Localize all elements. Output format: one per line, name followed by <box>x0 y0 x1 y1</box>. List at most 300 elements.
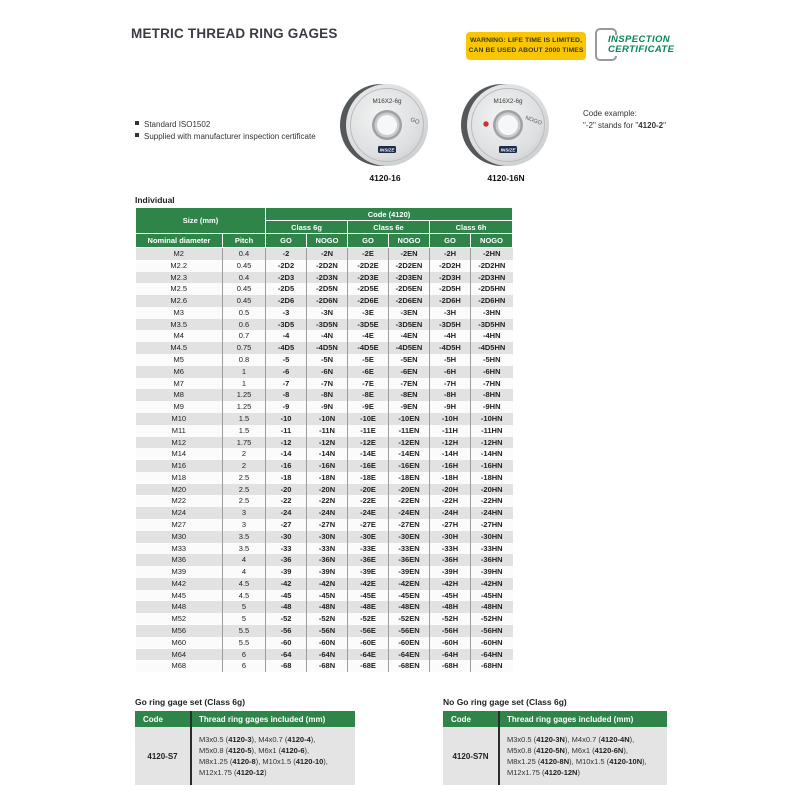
cell-nominal-diameter: M20 <box>171 484 187 494</box>
cell-code: -5E <box>348 354 389 366</box>
cell-code: -22EN <box>389 495 430 507</box>
header-class-6e: Class 6e <box>348 221 430 234</box>
cell-code: -60E <box>348 637 389 649</box>
cell-code: -7 <box>266 378 307 390</box>
cell-code: -16 <box>266 460 307 472</box>
header-nogo-6e: NOGO <box>389 234 430 248</box>
main-table-body <box>136 248 513 673</box>
table-row <box>136 507 513 519</box>
cell-nominal-diameter: M36 <box>171 555 187 565</box>
cell-code: -33EN <box>389 543 430 555</box>
cell-code: -20HN <box>471 484 513 496</box>
cell-code: -27EN <box>389 519 430 531</box>
table-row <box>136 601 513 613</box>
table-row <box>136 378 513 390</box>
cell-code: -60N <box>307 637 348 649</box>
cell-code: -5EN <box>389 354 430 366</box>
cell-code: -42EN <box>389 578 430 590</box>
certificate-line-1: INSPECTION <box>608 34 671 45</box>
cell-code: -8H <box>430 389 471 401</box>
cell-code: -45H <box>430 590 471 602</box>
cell-nominal-diameter: M7 <box>173 378 184 388</box>
cell-code: -16H <box>430 460 471 472</box>
cell-nominal-diameter: M30 <box>171 531 187 541</box>
cell-pitch: 2 <box>223 448 266 460</box>
cell-code: -33E <box>348 543 389 555</box>
cell-pitch: 4 <box>223 566 266 578</box>
cell-code: -24E <box>348 507 389 519</box>
feature-bullets <box>135 119 316 142</box>
cell-code: -2D5 <box>266 283 307 295</box>
cell-code: -3EN <box>389 307 430 319</box>
cell-code: -5H <box>430 354 471 366</box>
cell-code: -68EN <box>389 660 430 672</box>
cell-pitch: 3.5 <box>223 543 266 555</box>
cell-pitch: 2.5 <box>223 484 266 496</box>
table-row <box>136 401 513 413</box>
cell-code: -2D6 <box>266 295 307 307</box>
cell-nominal-diameter: M4 <box>173 331 184 341</box>
cell-code: -8N <box>307 389 348 401</box>
cell-code: -6N <box>307 366 348 378</box>
header-nominal-diameter: Nominal diameter <box>136 234 223 248</box>
table-row <box>136 613 513 625</box>
cell-code: -60H <box>430 637 471 649</box>
cell-pitch: 5 <box>223 601 266 613</box>
cell-code: -5N <box>307 354 348 366</box>
table-row <box>136 472 513 484</box>
cell-pitch: 0.75 <box>223 342 266 354</box>
table-row <box>136 543 513 555</box>
cell-nominal-diameter: M14 <box>171 449 187 459</box>
code-example-code: 4120-2 <box>638 121 664 130</box>
cell-nominal-diameter: M60 <box>171 637 187 647</box>
ring-marking-text: M16X2-6g <box>493 98 523 105</box>
table-row <box>136 460 513 472</box>
cell-nominal-diameter: M16 <box>171 461 187 471</box>
header-size-group: Size (mm) <box>136 208 266 234</box>
brand-logo-text: INSIZE <box>379 147 395 153</box>
table-row <box>136 484 513 496</box>
cell-code: -45N <box>307 590 348 602</box>
go-set-row <box>135 727 355 785</box>
header-class-6g: Class 6g <box>266 221 348 234</box>
cell-code: -2D6H <box>430 295 471 307</box>
table-row <box>136 566 513 578</box>
table-row <box>136 554 513 566</box>
cell-code: -48 <box>266 601 307 613</box>
cell-code: -68N <box>307 660 348 672</box>
cell-code: -3D5N <box>307 319 348 331</box>
cell-code: -9EN <box>389 401 430 413</box>
warning-line-2: CAN BE USED ABOUT 2000 TIMES <box>468 47 584 54</box>
go-set-table <box>135 711 355 785</box>
cell-code: -56EN <box>389 625 430 637</box>
cell-code: -30N <box>307 531 348 543</box>
cell-pitch: 4 <box>223 554 266 566</box>
cell-code: -16N <box>307 460 348 472</box>
table-row <box>136 366 513 378</box>
cell-code: -42E <box>348 578 389 590</box>
bullet-item <box>135 131 316 143</box>
cell-code: -6HN <box>471 366 513 378</box>
nogo-ring-caption: 4120-16N <box>487 173 525 183</box>
cell-code: -45HN <box>471 590 513 602</box>
cell-code: -52H <box>430 613 471 625</box>
cell-code: -2D6E <box>348 295 389 307</box>
cell-pitch: 0.5 <box>223 307 266 319</box>
cell-code: -2EN <box>389 248 430 260</box>
cell-code: -12N <box>307 437 348 449</box>
table-row <box>136 578 513 590</box>
cell-code: -22H <box>430 495 471 507</box>
cell-pitch: 1.5 <box>223 425 266 437</box>
cell-pitch: 3.5 <box>223 531 266 543</box>
bullet-icon <box>135 133 139 137</box>
cell-code: -2D5H <box>430 283 471 295</box>
cell-code: -11 <box>266 425 307 437</box>
cell-code: -27N <box>307 519 348 531</box>
inspection-certificate-logo <box>595 27 690 65</box>
cell-code: -2D3E <box>348 272 389 284</box>
cell-code: -4D5HN <box>471 342 513 354</box>
table-row <box>136 248 513 260</box>
cell-code: -68H <box>430 660 471 672</box>
cell-pitch: 1.75 <box>223 437 266 449</box>
cell-code: -10H <box>430 413 471 425</box>
cell-code: -24N <box>307 507 348 519</box>
cell-code: -4D5E <box>348 342 389 354</box>
cell-code: -2D2E <box>348 260 389 272</box>
cell-pitch: 1 <box>223 366 266 378</box>
cell-code: -10 <box>266 413 307 425</box>
cell-code: -9 <box>266 401 307 413</box>
cell-pitch: 0.45 <box>223 295 266 307</box>
table-row <box>136 389 513 401</box>
go-set-header <box>135 711 355 727</box>
cell-code: -11H <box>430 425 471 437</box>
cell-code: -2D2N <box>307 260 348 272</box>
cell-code: -2D2EN <box>389 260 430 272</box>
cell-code: -42 <box>266 578 307 590</box>
ring-gage-go-icon <box>340 80 430 170</box>
cell-code: -4D5H <box>430 342 471 354</box>
cell-code: -56E <box>348 625 389 637</box>
cell-code: -27H <box>430 519 471 531</box>
cell-pitch: 6 <box>223 660 266 672</box>
cell-code: -22N <box>307 495 348 507</box>
cell-code: -45E <box>348 590 389 602</box>
cell-code: -30E <box>348 531 389 543</box>
table-row <box>136 590 513 602</box>
cell-code: -20EN <box>389 484 430 496</box>
page-title: METRIC THREAD RING GAGES <box>131 26 338 41</box>
table-row <box>136 425 513 437</box>
cell-nominal-diameter: M2.3 <box>170 272 188 282</box>
cell-code: -60HN <box>471 637 513 649</box>
bullet-text: Standard ISO1502 <box>144 120 211 129</box>
cell-code: -33N <box>307 543 348 555</box>
cell-code: -9HN <box>471 401 513 413</box>
cell-code: -12HN <box>471 437 513 449</box>
cell-nominal-diameter: M45 <box>171 590 187 600</box>
cell-code: -36EN <box>389 554 430 566</box>
cell-code: -24HN <box>471 507 513 519</box>
go-set-divider <box>190 711 192 785</box>
cell-code: -14 <box>266 448 307 460</box>
cell-code: -2D6N <box>307 295 348 307</box>
cell-code: -18EN <box>389 472 430 484</box>
cell-code: -64H <box>430 649 471 661</box>
cell-code: -4EN <box>389 330 430 342</box>
cell-nominal-diameter: M4.5 <box>170 343 188 353</box>
cell-code: -3D5H <box>430 319 471 331</box>
nogo-set-header-desc: Thread ring gages included (mm) <box>507 714 634 724</box>
table-row <box>136 342 513 354</box>
cell-code: -7E <box>348 378 389 390</box>
cell-code: -7HN <box>471 378 513 390</box>
header-go-6g: GO <box>266 234 307 248</box>
cell-code: -8EN <box>389 389 430 401</box>
cell-code: -8E <box>348 389 389 401</box>
cell-code: -2 <box>266 248 307 260</box>
cell-code: -4E <box>348 330 389 342</box>
cell-code: -30HN <box>471 531 513 543</box>
cell-code: -4N <box>307 330 348 342</box>
cell-code: -2H <box>430 248 471 260</box>
cell-code: -48EN <box>389 601 430 613</box>
cell-code: -4D5 <box>266 342 307 354</box>
cell-code: -52N <box>307 613 348 625</box>
nogo-set-table <box>443 711 667 785</box>
cell-code: -10E <box>348 413 389 425</box>
cell-code: -30H <box>430 531 471 543</box>
cell-code: -3D5E <box>348 319 389 331</box>
cell-code: -3N <box>307 307 348 319</box>
nogo-set-description: M3x0.5 (4120-3N), M4x0.7 (4120-4N), M5x0.8 (4120-5N), M6x1 (4120-6N), M8x1.25 (4120-8N), M10x1.5 (4120-10N), M12x1.75 (4120-12N) <box>507 735 647 777</box>
table-row <box>136 531 513 543</box>
cell-code: -27HN <box>471 519 513 531</box>
nogo-red-dot <box>483 121 488 126</box>
table-row <box>136 319 513 331</box>
individual-label: Individual <box>135 195 175 205</box>
cell-code: -39N <box>307 566 348 578</box>
cell-code: -11E <box>348 425 389 437</box>
go-ring-caption: 4120-16 <box>369 173 401 183</box>
cell-nominal-diameter: M10 <box>171 413 187 423</box>
bullet-icon <box>135 121 139 125</box>
cell-nominal-diameter: M3 <box>173 307 184 317</box>
cell-code: -64EN <box>389 649 430 661</box>
code-example <box>583 108 666 132</box>
cell-nominal-diameter: M24 <box>171 508 187 518</box>
header-nogo-6g: NOGO <box>307 234 348 248</box>
cell-code: -20N <box>307 484 348 496</box>
ring-marking-text: M16X2-6g <box>372 98 402 105</box>
cell-code: -27 <box>266 519 307 531</box>
cell-code: -30EN <box>389 531 430 543</box>
go-set-header-desc: Thread ring gages included (mm) <box>199 714 326 724</box>
cell-code: -64N <box>307 649 348 661</box>
cell-pitch: 3 <box>223 507 266 519</box>
bullet-text: Supplied with manufacturer inspection certificate <box>144 131 316 141</box>
nogo-set-divider <box>498 711 500 785</box>
cell-code: -36 <box>266 554 307 566</box>
cell-nominal-diameter: M2.6 <box>170 296 188 306</box>
cell-code: -36H <box>430 554 471 566</box>
brand-logo-text: INSIZE <box>500 147 516 153</box>
header-go-6e: GO <box>348 234 389 248</box>
cell-code: -52EN <box>389 613 430 625</box>
header-nogo-6h: NOGO <box>471 234 513 248</box>
cell-pitch: 0.7 <box>223 330 266 342</box>
cell-nominal-diameter: M42 <box>171 578 187 588</box>
cell-code: -6 <box>266 366 307 378</box>
cell-code: -4H <box>430 330 471 342</box>
cell-code: -18HN <box>471 472 513 484</box>
cell-code: -10HN <box>471 413 513 425</box>
cell-code: -5HN <box>471 354 513 366</box>
cell-code: -30 <box>266 531 307 543</box>
cell-code: -2D3N <box>307 272 348 284</box>
cell-code: -64E <box>348 649 389 661</box>
cell-code: -2D6EN <box>389 295 430 307</box>
cell-code: -20H <box>430 484 471 496</box>
cell-code: -2D2HN <box>471 260 513 272</box>
go-set-description: M3x0.5 (4120-3), M4x0.7 (4120-4), M5x0.8 (4120-5), M6x1 (4120-6), M8x1.25 (4120-8), M10x1.5 (4120-10), M12x1.75 (4120-12) <box>199 735 328 777</box>
cell-pitch: 2 <box>223 460 266 472</box>
cell-code: -11N <box>307 425 348 437</box>
cell-code: -8HN <box>471 389 513 401</box>
cell-code: -9N <box>307 401 348 413</box>
go-set-title: Go ring gage set (Class 6g) <box>135 697 246 707</box>
warning-line-1: WARNING: LIFE TIME IS LIMITED, <box>469 37 583 45</box>
cell-code: -12EN <box>389 437 430 449</box>
cell-nominal-diameter: M3.5 <box>170 319 188 329</box>
cell-code: -52E <box>348 613 389 625</box>
table-row <box>136 354 513 366</box>
cell-pitch: 6 <box>223 649 266 661</box>
cell-code: -64 <box>266 649 307 661</box>
cell-code: -16HN <box>471 460 513 472</box>
cell-code: -56H <box>430 625 471 637</box>
cell-pitch: 1 <box>223 378 266 390</box>
cell-code: -5 <box>266 354 307 366</box>
warning-badge <box>466 32 586 60</box>
cell-nominal-diameter: M12 <box>171 437 187 447</box>
cell-pitch: 2.5 <box>223 495 266 507</box>
cell-code: -14HN <box>471 448 513 460</box>
cell-code: -36E <box>348 554 389 566</box>
cell-pitch: 0.8 <box>223 354 266 366</box>
nogo-marking-text: NOGO <box>524 115 543 127</box>
go-ring-gage-image <box>340 80 430 170</box>
cell-code: -24H <box>430 507 471 519</box>
cell-code: -14N <box>307 448 348 460</box>
nogo-set-header <box>443 711 667 727</box>
cell-pitch: 4.5 <box>223 578 266 590</box>
cell-code: -7N <box>307 378 348 390</box>
table-row <box>136 260 513 272</box>
table-row <box>136 307 513 319</box>
go-set-code: 4120-S7 <box>147 751 178 761</box>
cell-code: -2D3HN <box>471 272 513 284</box>
cell-code: -6H <box>430 366 471 378</box>
cell-code: -36HN <box>471 554 513 566</box>
header-code-group: Code (4120) <box>266 208 513 221</box>
cell-nominal-diameter: M5 <box>173 355 184 365</box>
header-class-6h: Class 6h <box>430 221 513 234</box>
cell-code: -18H <box>430 472 471 484</box>
cell-code: -14EN <box>389 448 430 460</box>
cell-nominal-diameter: M68 <box>171 661 187 671</box>
cell-code: -2N <box>307 248 348 260</box>
table-row <box>136 437 513 449</box>
cell-code: -2D2 <box>266 260 307 272</box>
cell-code: -8 <box>266 389 307 401</box>
cell-code: -3H <box>430 307 471 319</box>
cell-pitch: 5.5 <box>223 625 266 637</box>
cell-pitch: 1.25 <box>223 401 266 413</box>
cell-code: -2HN <box>471 248 513 260</box>
cell-nominal-diameter: M27 <box>171 519 187 529</box>
cell-code: -2D2H <box>430 260 471 272</box>
cell-code: -22E <box>348 495 389 507</box>
cell-code: -9H <box>430 401 471 413</box>
cell-nominal-diameter: M33 <box>171 543 187 553</box>
cell-nominal-diameter: M48 <box>171 602 187 612</box>
cell-code: -64HN <box>471 649 513 661</box>
cell-nominal-diameter: M39 <box>171 567 187 577</box>
cell-code: -42H <box>430 578 471 590</box>
cell-code: -7EN <box>389 378 430 390</box>
cell-code: -2E <box>348 248 389 260</box>
cell-code: -12 <box>266 437 307 449</box>
cell-pitch: 3 <box>223 519 266 531</box>
cell-code: -39HN <box>471 566 513 578</box>
cell-code: -12H <box>430 437 471 449</box>
cell-code: -42HN <box>471 578 513 590</box>
table-row <box>136 283 513 295</box>
nogo-set-header-code: Code <box>451 714 471 724</box>
cell-code: -2D5N <box>307 283 348 295</box>
cell-code: -2D6HN <box>471 295 513 307</box>
cell-pitch: 1.5 <box>223 413 266 425</box>
individual-gages-table <box>135 207 513 672</box>
cell-code: -60 <box>266 637 307 649</box>
cell-code: -48H <box>430 601 471 613</box>
cell-code: -56 <box>266 625 307 637</box>
cell-code: -24 <box>266 507 307 519</box>
nogo-set-code: 4120-S7N <box>452 751 489 761</box>
cell-pitch: 1.25 <box>223 389 266 401</box>
cell-code: -2D3EN <box>389 272 430 284</box>
table-row <box>136 330 513 342</box>
cell-code: -33H <box>430 543 471 555</box>
cell-nominal-diameter: M6 <box>173 366 184 376</box>
cell-code: -33 <box>266 543 307 555</box>
nogo-set-title: No Go ring gage set (Class 6g) <box>443 697 567 707</box>
cell-nominal-diameter: M9 <box>173 402 184 412</box>
cell-pitch: 4.5 <box>223 590 266 602</box>
cell-code: -48HN <box>471 601 513 613</box>
cell-pitch: 0.6 <box>223 319 266 331</box>
cell-code: -3D5 <box>266 319 307 331</box>
cell-code: -45 <box>266 590 307 602</box>
nogo-ring-gage-set <box>443 697 667 785</box>
cell-code: -52HN <box>471 613 513 625</box>
go-ring-gage-set <box>135 697 355 785</box>
